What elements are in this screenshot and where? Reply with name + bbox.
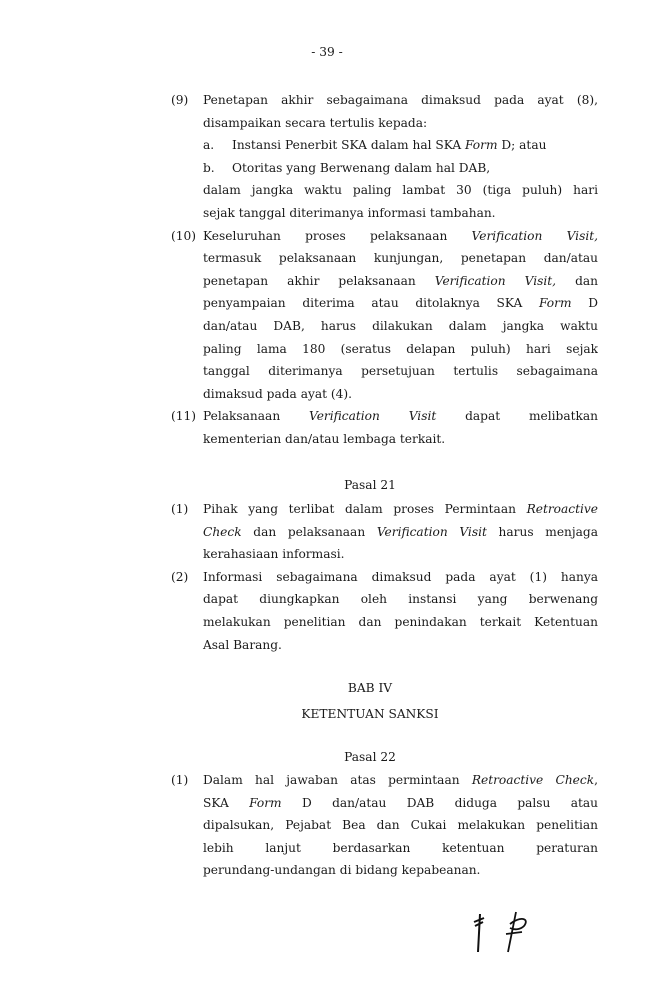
text-segment: Keseluruhan proses pelaksanaan [203, 228, 472, 243]
text-line [203, 543, 598, 565]
text-segment: sejak tanggal diterimanya informasi tambahan. [203, 206, 496, 220]
text-segment: kementerian dan/atau lembaga terkait. [203, 432, 446, 446]
text-line [203, 112, 598, 134]
text-segment: Instansi Penerbit SKA dalam hal SKA [232, 138, 466, 153]
text-line [232, 134, 598, 156]
text-line [203, 837, 598, 859]
italic-term: Verification Visit [376, 524, 487, 539]
italic-term: Check [203, 524, 242, 539]
paragraph-number: (1) [171, 502, 189, 516]
text-line [203, 566, 598, 588]
text-segment: D; atau [497, 138, 547, 153]
text-segment: dan/atau DAB, harus dilakukan dalam jangka waktu [203, 319, 598, 333]
text-line [203, 202, 598, 224]
text-line [203, 89, 598, 111]
text-line [203, 315, 598, 337]
text-segment: dimaksud pada ayat (4). [203, 386, 353, 401]
paragraph-number: (9) [171, 93, 189, 107]
signature-initials [466, 908, 546, 958]
text-segment: harus menjaga [486, 524, 598, 539]
text-line [203, 247, 598, 269]
text-segment: Penetapan akhir sebagaimana dimaksud pada ayat (8), [203, 93, 598, 107]
italic-term: Verification Visit, [471, 228, 598, 243]
paragraph-number: (10) [171, 228, 197, 243]
text-line [203, 405, 598, 427]
text-segment: melakukan penelitian dan penindakan terkait Ketentuan [203, 615, 598, 629]
page-number: - 39 - [311, 45, 343, 59]
text-line [203, 634, 598, 656]
text-line [203, 498, 598, 520]
text-segment: dapat melibatkan [436, 409, 598, 424]
text-segment: penyampaian diterima atau ditolaknya SKA [203, 296, 540, 311]
list-letter: a. [203, 138, 215, 153]
section-heading: BAB IV [347, 681, 393, 695]
list-letter: b. [203, 160, 215, 175]
text-line [232, 157, 598, 179]
text-segment: Informasi sebagaimana dimaksud pada ayat (1) hanya [203, 569, 598, 584]
text-line [203, 225, 598, 247]
text-line [203, 428, 598, 450]
paragraph-number: (1) [171, 773, 189, 787]
text-line [203, 859, 598, 881]
text-segment: dalam jangka waktu paling lambat 30 (tiga puluh) hari [203, 183, 598, 198]
text-segment: perundang-undangan di bidang kepabeanan. [203, 863, 481, 878]
text-segment: disampaikan secara tertulis kepada: [203, 115, 428, 130]
text-segment: tanggal diterimanya persetujuan tertulis sebagaimana [203, 364, 598, 379]
italic-term: Form [249, 795, 282, 810]
section-heading: Pasal 21 [344, 478, 396, 492]
text-segment: Dalam hal jawaban atas permintaan [203, 773, 472, 787]
text-segment: dapat diungkapkan oleh instansi yang berwenang [203, 592, 598, 607]
text-line [203, 270, 598, 292]
text-line [203, 769, 598, 791]
section-heading: Pasal 22 [344, 750, 396, 764]
text-segment: termasuk pelaksanaan kunjungan, penetapan dan/atau [203, 251, 598, 266]
text-segment: kerahasiaan informasi. [203, 547, 345, 562]
text-segment: dan [556, 273, 598, 288]
text-segment: lebih lanjut berdasarkan ketentuan peraturan [203, 840, 598, 855]
text-segment: penetapan akhir pelaksanaan [203, 273, 435, 288]
text-line [203, 792, 598, 814]
text-line [203, 588, 598, 610]
text-segment: dipalsukan, Pejabat Bea dan Cukai melakukan penelitian [203, 818, 598, 833]
text-line [203, 179, 598, 201]
italic-term: Form [539, 296, 572, 311]
text-segment: D [571, 296, 598, 311]
text-line [203, 521, 598, 543]
text-line [203, 383, 598, 405]
text-segment: , [594, 773, 598, 787]
paragraph-number: (2) [171, 569, 189, 584]
text-line [203, 338, 598, 360]
text-segment: Otoritas yang Berwenang dalam hal DAB, [232, 160, 491, 175]
italic-term: Verification Visit [309, 409, 437, 424]
text-segment: paling lama 180 (seratus delapan puluh) hari sejak [203, 341, 598, 356]
text-segment: SKA [203, 795, 250, 810]
text-segment: Pelaksanaan [203, 409, 310, 424]
section-heading: KETENTUAN SANKSI [301, 707, 439, 721]
italic-term: Retroactive Check [471, 773, 595, 787]
text-segment: Pihak yang terlibat dalam proses Permintaan [203, 502, 527, 516]
italic-term: Verification Visit, [434, 273, 557, 288]
paragraph-number: (11) [171, 409, 197, 424]
text-segment: Asal Barang. [203, 637, 282, 652]
text-line [203, 292, 598, 314]
italic-term: Form [465, 138, 498, 153]
text-segment: D dan/atau DAB diduga palsu atau [281, 795, 598, 810]
text-line [203, 360, 598, 382]
text-line [203, 814, 598, 836]
text-segment: dan pelaksanaan [241, 524, 377, 539]
italic-term: Retroactive [526, 502, 598, 516]
text-line [203, 611, 598, 633]
